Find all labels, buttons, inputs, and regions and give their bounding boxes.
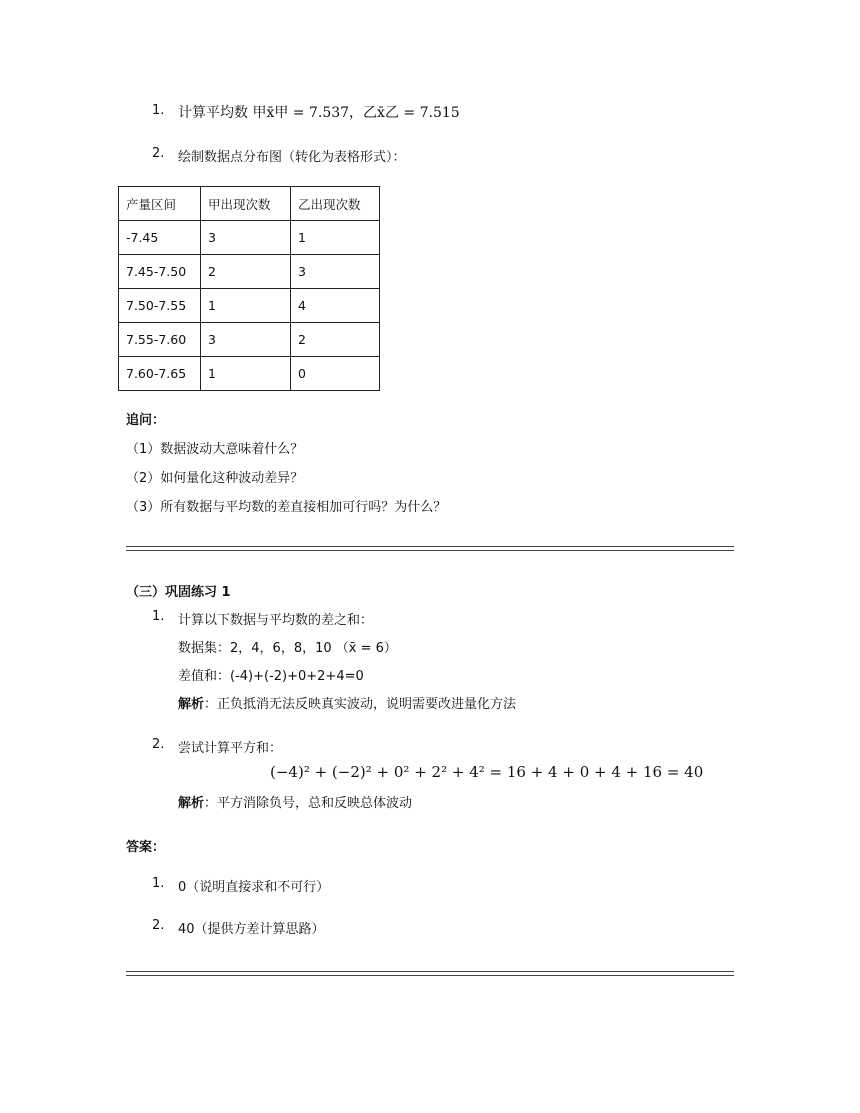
table-cell: 1	[291, 221, 380, 255]
item1-number: 1.	[152, 103, 165, 118]
followup-title: 追问：	[126, 413, 166, 428]
table-row	[119, 221, 380, 255]
table-cell: 1	[201, 289, 291, 323]
practice-item1-text: 计算以下数据与平均数的差之和：	[178, 613, 374, 628]
analysis-line	[178, 792, 412, 811]
answer-text: 40（提供方差计算思路）	[178, 922, 325, 937]
mean-formula: 计算平均数 甲x̄甲 = 7.537，乙x̄乙 = 7.515	[178, 105, 460, 121]
followup-question: （3）所有数据与平均数的差直接相加可行吗？为什么？	[126, 500, 447, 515]
table-cell: 乙出现次数	[291, 187, 380, 221]
analysis-label: 解析	[178, 796, 205, 811]
followup-question: （1）数据波动大意味着什么？	[126, 442, 304, 457]
table-row	[119, 357, 380, 391]
answer-number: 1.	[152, 876, 165, 891]
practice-item2-number: 2.	[152, 737, 165, 752]
table-cell: 3	[291, 255, 380, 289]
distribution-table	[118, 186, 380, 391]
analysis-line	[178, 693, 516, 712]
practice-item2-text: 尝试计算平方和：	[178, 741, 283, 756]
dataset-line: 数据集：2，4，6，8，10 （x̄ = 6）	[178, 641, 397, 656]
table-cell: -7.45	[119, 221, 201, 255]
followup-question: （2）如何量化这种波动差异？	[126, 471, 304, 486]
table-row	[119, 289, 380, 323]
practice-title: （三）巩固练习 1	[126, 585, 231, 600]
table-cell: 2	[291, 323, 380, 357]
item2-number: 2.	[152, 146, 165, 161]
answer-text: 0（说明直接求和不可行）	[178, 880, 330, 895]
table-cell: 3	[201, 323, 291, 357]
table-cell: 产量区间	[119, 187, 201, 221]
analysis-text: ：正负抵消无法反映真实波动，说明需要改进量化方法	[204, 697, 517, 712]
answer-number: 2.	[152, 918, 165, 933]
table-cell: 7.45-7.50	[119, 255, 201, 289]
practice-item1-number: 1.	[152, 609, 165, 624]
table-header-row	[119, 187, 380, 221]
table-cell: 7.55-7.60	[119, 323, 201, 357]
square-sum-formula: (−4)² + (−2)² + 0² + 2² + 4² = 16 + 4 + 0 + 4 + 16 = 40	[270, 763, 704, 781]
table-cell: 甲出现次数	[201, 187, 291, 221]
diff-sum-line: 差值和：(-4)+(-2)+0+2+4=0	[178, 669, 364, 684]
answers-title: 答案：	[126, 840, 166, 855]
analysis-label: 解析	[178, 697, 205, 712]
table-cell: 0	[291, 357, 380, 391]
table-cell: 4	[291, 289, 380, 323]
analysis-text: ：平方消除负号，总和反映总体波动	[204, 796, 413, 811]
table-cell: 7.50-7.55	[119, 289, 201, 323]
section-divider	[126, 546, 734, 551]
section-divider	[126, 971, 734, 976]
item2-text: 绘制数据点分布图（转化为表格形式）：	[178, 150, 406, 165]
table-row	[119, 323, 380, 357]
table-row	[119, 255, 380, 289]
table-cell: 7.60-7.65	[119, 357, 201, 391]
table-cell: 1	[201, 357, 291, 391]
table-cell: 2	[201, 255, 291, 289]
table-cell: 3	[201, 221, 291, 255]
